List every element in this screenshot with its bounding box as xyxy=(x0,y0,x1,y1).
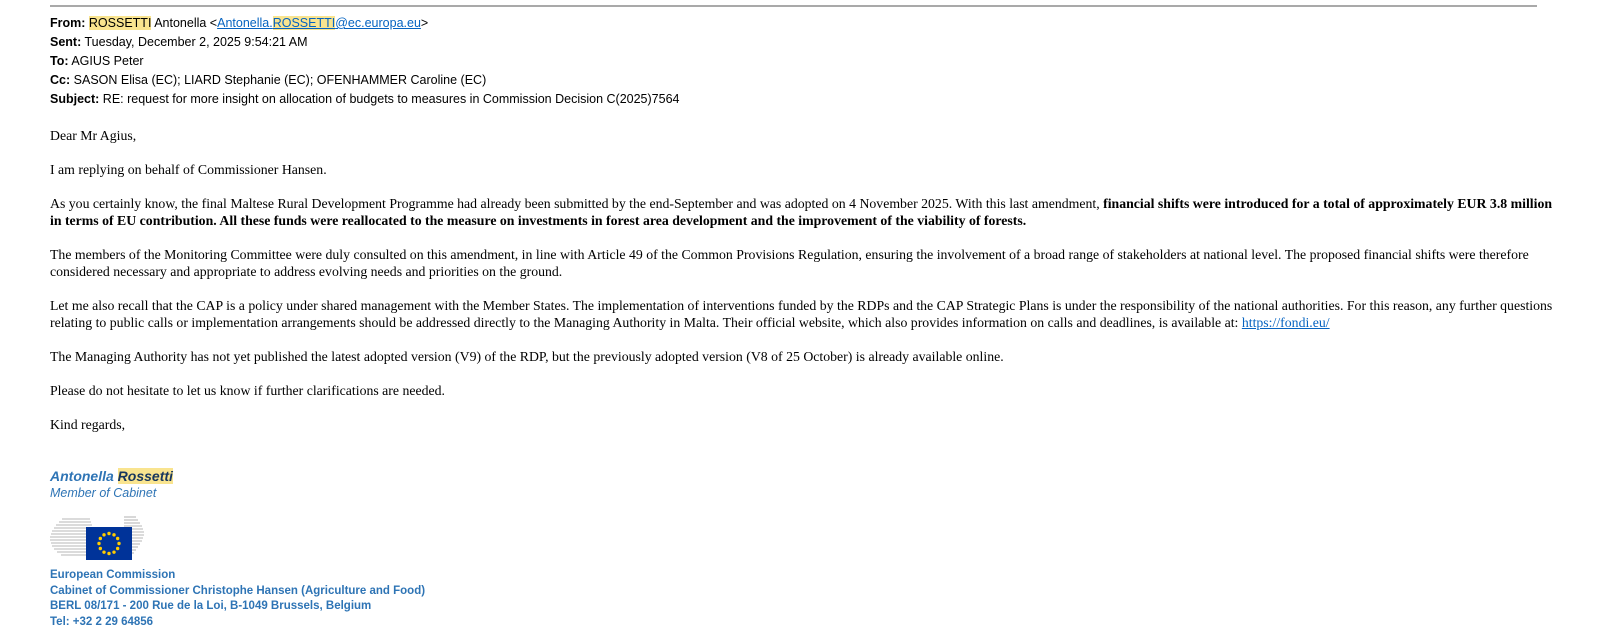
signature-address: BERL 08/171 - 200 Rue de la Loi, B-1049 Brussels, Belgium xyxy=(50,600,372,612)
search-highlight: Rossetti xyxy=(117,468,173,484)
header-line-sent xyxy=(50,33,1560,52)
paragraph-adoption-text: As you certainly know, the final Maltese Rural Development Programme had already been submitted by the end-September and was adopted on 4 November 2025. With this last amendment, xyxy=(50,196,1104,211)
search-highlight: ROSSETTI xyxy=(272,16,336,30)
paragraph-adoption-bold: financial shifts were introduced for a total of approximately EUR 3.8 million in terms of EU contribution. All these funds were reallocated to the measure on investments in forest area development and the improvement of the viability of forests. xyxy=(50,196,1553,228)
logo-left-fan xyxy=(50,519,92,555)
cc-label: Cc: xyxy=(50,73,71,87)
email-header xyxy=(50,14,1560,109)
signature-cabinet: Cabinet of Commissioner Christophe Hansen (Agriculture and Food) xyxy=(50,584,426,597)
eu-flag-icon xyxy=(86,527,132,560)
header-line-from xyxy=(50,14,1560,33)
sent-label: Sent: xyxy=(50,35,82,49)
paragraph-reply: I am replying on behalf of Commissioner Hansen. xyxy=(50,162,327,177)
paragraph-cap-text: Let me also recall that the CAP is a policy under shared management with the Member States. The implementation of interventions funded by the RDPs and the CAP Strategic Plans is under the responsibility of the national authorities. For this reason, any further questions relating to public calls or implementation arrangements should be addressed directly to the Managing Authority in Malta. Their official website, which also provides information on calls and deadlines, is available at: xyxy=(50,298,1553,330)
signature-tel: Tel: +32 2 29 64856 xyxy=(50,615,154,628)
from-email-prefix: Antonella. xyxy=(217,16,273,30)
from-name: Antonella < xyxy=(151,16,218,30)
search-highlight: ROSSETTI xyxy=(88,16,152,30)
email-body xyxy=(50,127,1562,433)
subject-label: Subject: xyxy=(50,92,100,106)
signature-role: Member of Cabinet xyxy=(50,486,157,500)
signature-name xyxy=(50,467,1560,485)
cc-value: SASON Elisa (EC); LIARD Stephanie (EC); OFENHAMMER Caroline (EC) xyxy=(73,73,487,87)
signature-first-name: Antonella xyxy=(50,468,118,484)
fondi-link[interactable]: https://fondi.eu/ xyxy=(1241,315,1330,330)
header-line-to xyxy=(50,52,1560,71)
paragraph-adoption xyxy=(50,195,1562,229)
to-label: To: xyxy=(50,54,69,68)
closing: Kind regards, xyxy=(50,417,126,432)
to-value: AGIUS Peter xyxy=(71,54,144,68)
from-email-domain: @ec.europa.eu xyxy=(335,16,421,30)
paragraph-committee: The members of the Monitoring Committee were duly consulted on this amendment, in line with Article 49 of the Common Provisions Regulation, ensuring the involvement of a broad range of stakeholders at national level. The proposed financial shifts were therefore considered necessary and appropriate to address evolving needs and priorities on the ground. xyxy=(50,247,1529,279)
signature-block xyxy=(50,568,1560,630)
top-divider xyxy=(50,5,1537,7)
european-commission-logo xyxy=(50,516,146,564)
signature-org: European Commission xyxy=(50,569,176,581)
from-close-bracket: > xyxy=(420,16,429,30)
paragraph-cap xyxy=(50,297,1562,331)
salutation: Dear Mr Agius, xyxy=(50,128,137,143)
sent-value: Tuesday, December 2, 2025 9:54:21 AM xyxy=(84,35,308,49)
header-line-subject xyxy=(50,90,1560,109)
paragraph-clarifications: Please do not hesitate to let us know if further clarifications are needed. xyxy=(50,383,445,398)
from-email-link[interactable] xyxy=(217,16,421,30)
paragraph-version: The Managing Authority has not yet published the latest adopted version (V9) of the RDP, but the previously adopted version (V8 of 25 October) is already available online. xyxy=(50,349,1004,364)
header-line-cc xyxy=(50,71,1560,90)
from-label: From: xyxy=(50,16,86,30)
subject-value: RE: request for more insight on allocation of budgets to measures in Commission Decision C(2025)7564 xyxy=(102,92,680,106)
